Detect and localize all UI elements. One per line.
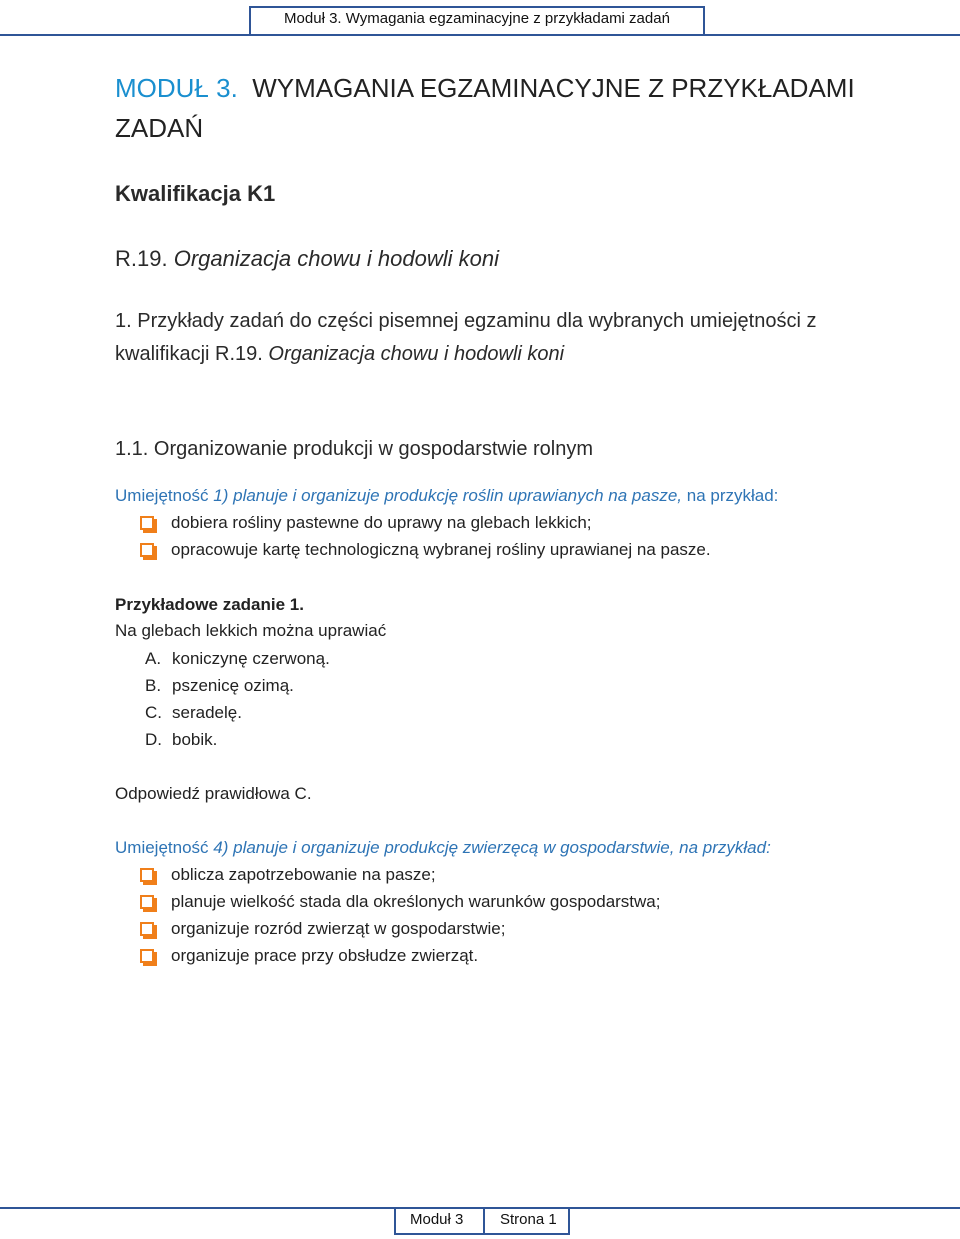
footer-module: Moduł 3 [410, 1211, 464, 1228]
skill-1-label: Umiejętność [115, 486, 209, 505]
answer-text: koniczynę czerwoną. [172, 649, 330, 668]
code-name: Organizacja chowu i hodowli koni [173, 246, 500, 271]
list-item-text: oblicza zapotrzebowanie na pasze; [171, 865, 436, 884]
list-item-text: opracowuje kartę technologiczną wybranej rośliny uprawianej na pasze. [171, 540, 711, 559]
list-item [140, 539, 711, 561]
checkbox-bullet-icon [140, 543, 154, 557]
answer-text: pszenicę ozimą. [172, 676, 294, 695]
answer-letter: D. [145, 730, 162, 749]
answer-text: seradelę. [172, 703, 242, 722]
section-1-heading [115, 305, 875, 371]
list-item [140, 864, 436, 886]
answer-option [145, 730, 217, 750]
code-id: R.19. [115, 246, 168, 271]
list-item-text: organizuje prace przy obsłudze zwierząt. [171, 946, 479, 965]
header-rule [0, 34, 960, 36]
checkbox-bullet-icon [140, 516, 154, 530]
task-heading: Przykładowe zadanie 1. [115, 595, 304, 614]
footer-divider [483, 1207, 485, 1235]
running-header: Moduł 3. Wymagania egzaminacyjne z przykładami zadań [284, 10, 670, 27]
answer-letter: C. [145, 703, 162, 722]
page-title [115, 68, 875, 148]
skill-1-line [115, 486, 778, 506]
qualification-code [115, 246, 499, 272]
checkbox-bullet-icon [140, 868, 154, 882]
checkbox-bullet-icon [140, 922, 154, 936]
checkbox-bullet-icon [140, 949, 154, 963]
answer-text: bobik. [172, 730, 218, 749]
task-question: Na glebach lekkich można uprawiać [115, 621, 387, 640]
list-item [140, 891, 661, 913]
skill-4-label: Umiejętność [115, 838, 209, 857]
qualification-heading: Kwalifikacja K1 [115, 181, 276, 206]
checkbox-bullet-icon [140, 895, 154, 909]
list-item [140, 512, 592, 534]
answer-option [145, 703, 242, 723]
list-item [140, 918, 506, 940]
answer-letter: B. [145, 676, 162, 695]
section-1-1-heading: 1.1. Organizowanie produkcji w gospodarstwie rolnym [115, 438, 594, 460]
title-text: WYMAGANIA EGZAMINACYJNE Z PRZYKŁADAMI ZADAŃ [115, 73, 855, 143]
list-item-text: planuje wielkość stada dla określonych warunków gospodarstwa; [171, 892, 661, 911]
correct-answer: Odpowiedź prawidłowa C. [115, 784, 312, 803]
answer-option [145, 676, 294, 696]
skill-4-text: 4) planuje i organizuje produkcję zwierzęcą w gospodarstwie, na przykład: [213, 838, 771, 857]
skill-4-line [115, 838, 771, 858]
title-module: MODUŁ 3. [115, 73, 238, 103]
list-item-text: dobiera rośliny pastewne do uprawy na glebach lekkich; [171, 513, 592, 532]
footer-page-number: Strona 1 [500, 1211, 557, 1228]
list-item-text: organizuje rozród zwierząt w gospodarstwie; [171, 919, 506, 938]
section-1-name: Organizacja chowu i hodowli koni [268, 343, 565, 365]
answer-letter: A. [145, 649, 162, 668]
section-1-prefix: 1. Przykłady zadań do części pisemnej egzaminu dla wybranych umiejętności z kwalifikacji R.19. [115, 310, 817, 365]
answer-option [145, 649, 330, 669]
skill-1-text: 1) planuje i organizuje produkcję roślin uprawianych na pasze, [213, 486, 683, 505]
list-item [140, 945, 478, 967]
skill-1-suffix: na przykład: [686, 486, 779, 505]
